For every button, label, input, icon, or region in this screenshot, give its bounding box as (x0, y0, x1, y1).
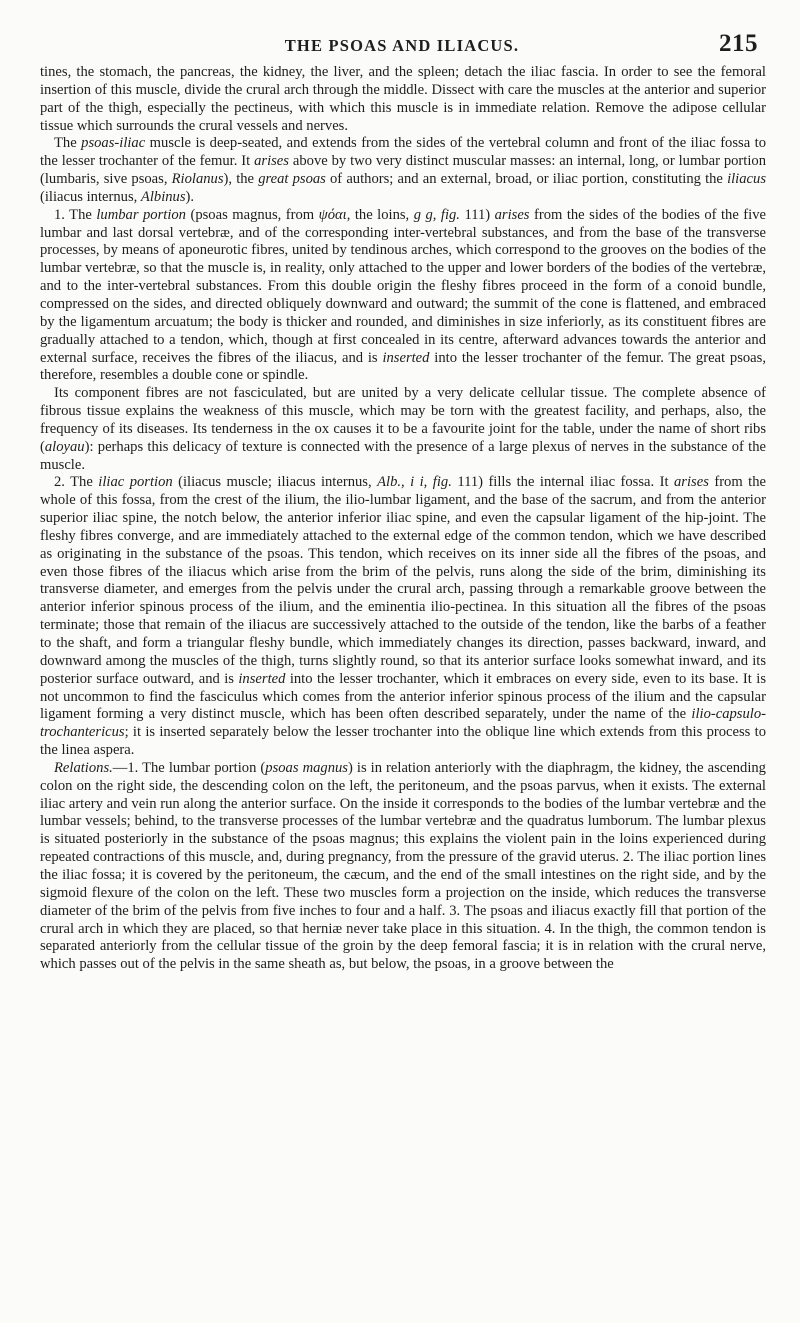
paragraph (40, 474, 766, 760)
italic-run: aloyau (44, 438, 85, 455)
italic-run: arises (674, 474, 709, 491)
text-run: (iliacus muscle; iliacus internus, (172, 474, 378, 491)
italic-run: g g, fig. (413, 206, 460, 223)
text-run: into the lesser trochanter, which it embraces on every side, even to its base. It is not uncommon to find the fasciculus which comes from the anterior inferior spinous process of the ilium and the capsular ligament forming a very distinct muscle, which has been often described separately, under the name of the (40, 670, 767, 723)
italic-run: ψόαι (318, 206, 347, 223)
text-run: of authors; and an external, broad, or iliac portion, constituting the (325, 171, 728, 188)
text-run: , the loins, (346, 206, 414, 223)
paragraph (40, 135, 766, 206)
text-run: into the lesser trochanter of the femur. The great psoas, therefore, resembles a double cone or spindle. (40, 349, 766, 384)
text-run: (psoas magnus, from (185, 206, 319, 223)
italic-run: inserted (238, 670, 286, 687)
italic-run: psoas magnus (265, 759, 348, 776)
italic-run: Alb., i i, fig. (377, 474, 452, 491)
italic-run: Albinus (140, 188, 186, 205)
text-run: ). (185, 188, 195, 205)
page-number: 215 (719, 30, 758, 57)
text-run: muscle is deep-seated, and extends from the sides of the vertebral column and front of the iliac fossa to the lesser trochanter of the femur. It (40, 135, 767, 170)
text-run: from the whole of this fossa, from the crest of the ilium, the ilio-lumbar ligament, and the base of the sacrum, and from the anterior superior iliac spine, the notch below, the anterior inferior iliac spine, and even the capsular ligament of the hip-joint. The fleshy fibres converge, and are immediately attached to the external edge of the common tendon, which we have described as originating in the substance of the psoas. This tendon, which receives on its inner side all the fibres of the psoas, and even those fibres of the iliacus which arise from the brim of the pelvis, runs along the side of the brim, diminishing its transverse diameter, and emerges from the pelvis under the crural arch, passing through a remarkable groove between the anterior inferior spinous process of the ilium, and the eminentia ilio-pectinea. In this situation all the fibres of the psoas terminate; those that remain of the iliacus are successively attached to the outside of the tendon, like the barbs of a feather to the shaft, and form a triangular fleshy bundle, which immediately changes its direction, passes backward, inward, and downward among the muscles of the thigh, turns slightly round, so that its anterior surface looks somewhat inward, and its posterior surface outward, and is (40, 474, 766, 687)
italic-run: Relations. (54, 759, 113, 776)
text-run: ) is in relation anteriorly with the diaphragm, the kidney, the ascending colon on the right side, the descending colon on the left, the peritoneum, and the psoas parvus, when it exists. The external iliac artery and vein run along the anterior surface. On the inside it corresponds to the bodies of the lumbar vertebræ and the lumbar vessels; behind, to the transverse processes of the lumbar vertebræ and the quadratus lumborum. The lumbar plexus is situated posteriorly in the substance of the psoas magnus; this explains the violent pain in the loins experienced during repeated contractions of this muscle, and, during pregnancy, from the pressure of the gravid uterus. 2. The iliac portion lines the iliac fossa; it is covered by the peritoneum, the cæcum, and the end of the small intestines on the right side, and by the sigmoid flexure of the colon on the left. These two muscles form a projection on the inside, which reduces the transverse diameter of the brim of the pelvis from five inches to four and a half. 3. The psoas and iliacus exactly fill that portion of the crural arch in which they are placed, so that herniæ never take place in this situation. 4. In the thigh, the common tendon is separated anteriorly from the cellular tissue of the groin by the deep femoral fascia; it is in relation with the crural nerve, which passes out of the pelvis in the same sheath as, but below, the psoas, in a groove between the (40, 759, 766, 973)
text-run: from the sides of the bodies of the five lumbar and last dorsal vertebræ, and of the corresponding inter-vertebral substances, and from the base of the transverse processes, by means of aponeurotic fibres, united by tendinous arches, which correspond to the grooves on the bodies of the lumbar vertebræ, so that the muscle is, in reality, only attached to the upper and lower borders of the bodies of the vertebræ, and to the inter-vertebral substances. From this double origin the fleshy fibres proceed in the form of a conoid bundle, compressed on the sides, and directed obliquely downward and outward; the summit of the cone is flattened, and embraced by the ligamentum arcuatum; the body is thicker and rounded, and diminishes in size inferiorly, as its constituent fibres are gradually attached to a tendon, which, though at first concealed in its centre, afterward advances towards the anterior and external surface, receives the fibres of the iliacus, and is (40, 206, 766, 366)
text-run: ; it is inserted separately below the lesser trochanter into the oblique line which extends from this process to the linea aspera. (40, 724, 766, 759)
text-run: 111) fills the internal iliac fossa. It (451, 474, 674, 491)
italic-run: iliac portion (98, 474, 173, 491)
paragraph (40, 385, 766, 474)
italic-run: arises (494, 206, 530, 223)
body-text (40, 64, 766, 974)
italic-run: inserted (382, 349, 430, 366)
running-head (40, 30, 764, 62)
italic-run: ilio-capsulo-trochantericus (40, 706, 766, 741)
text-run: 1. The (54, 206, 97, 223)
text-run: tines, the stomach, the pancreas, the kidney, the liver, and the spleen; detach the iliac fascia. In order to see the femoral insertion of this muscle, divide the crural arch through the middle. Dissect with care the muscles at the anterior and superior part of the thigh, especially the pectineus, with which this muscle is in immediate relation. Remove the adipose cellular tissue which surrounds the crural vessels and nerves. (40, 64, 766, 134)
text-run: ), the (223, 171, 259, 188)
text-run: The (54, 135, 82, 152)
running-title: THE PSOAS AND ILIACUS. (284, 36, 520, 55)
italic-run: great psoas (258, 171, 326, 188)
paragraph (40, 207, 766, 385)
text-run: (iliacus internus, (40, 188, 141, 205)
text-run: 2. The (54, 474, 99, 491)
italic-run: arises (254, 153, 289, 170)
paragraph (40, 64, 766, 135)
text-run: 111) (459, 206, 495, 223)
italic-run: iliacus (727, 171, 766, 188)
paragraph (40, 760, 766, 974)
text-run: above by two very distinct muscular masses: an internal, long, or lumbar portion (lumbaris, sive psoas, (40, 153, 766, 188)
text-run: —1. The lumbar portion ( (112, 759, 266, 776)
italic-run: psoas-iliac (81, 135, 146, 152)
italic-run: lumbar portion (96, 206, 186, 223)
italic-run: Riolanus (171, 171, 224, 188)
text-run: ): perhaps this delicacy of texture is connected with the presence of a large plexus of nerves in the substance of the muscle. (40, 438, 766, 473)
text-run: Its component fibres are not fasciculated, but are united by a very delicate cellular tissue. The complete absence of fibrous tissue explains the weakness of this muscle, which may be torn with the greatest facility, and perhaps, also, the frequency of its diseases. Its tenderness in the ox causes it to be a favourite joint for the table, under the name of short ribs ( (40, 385, 766, 455)
